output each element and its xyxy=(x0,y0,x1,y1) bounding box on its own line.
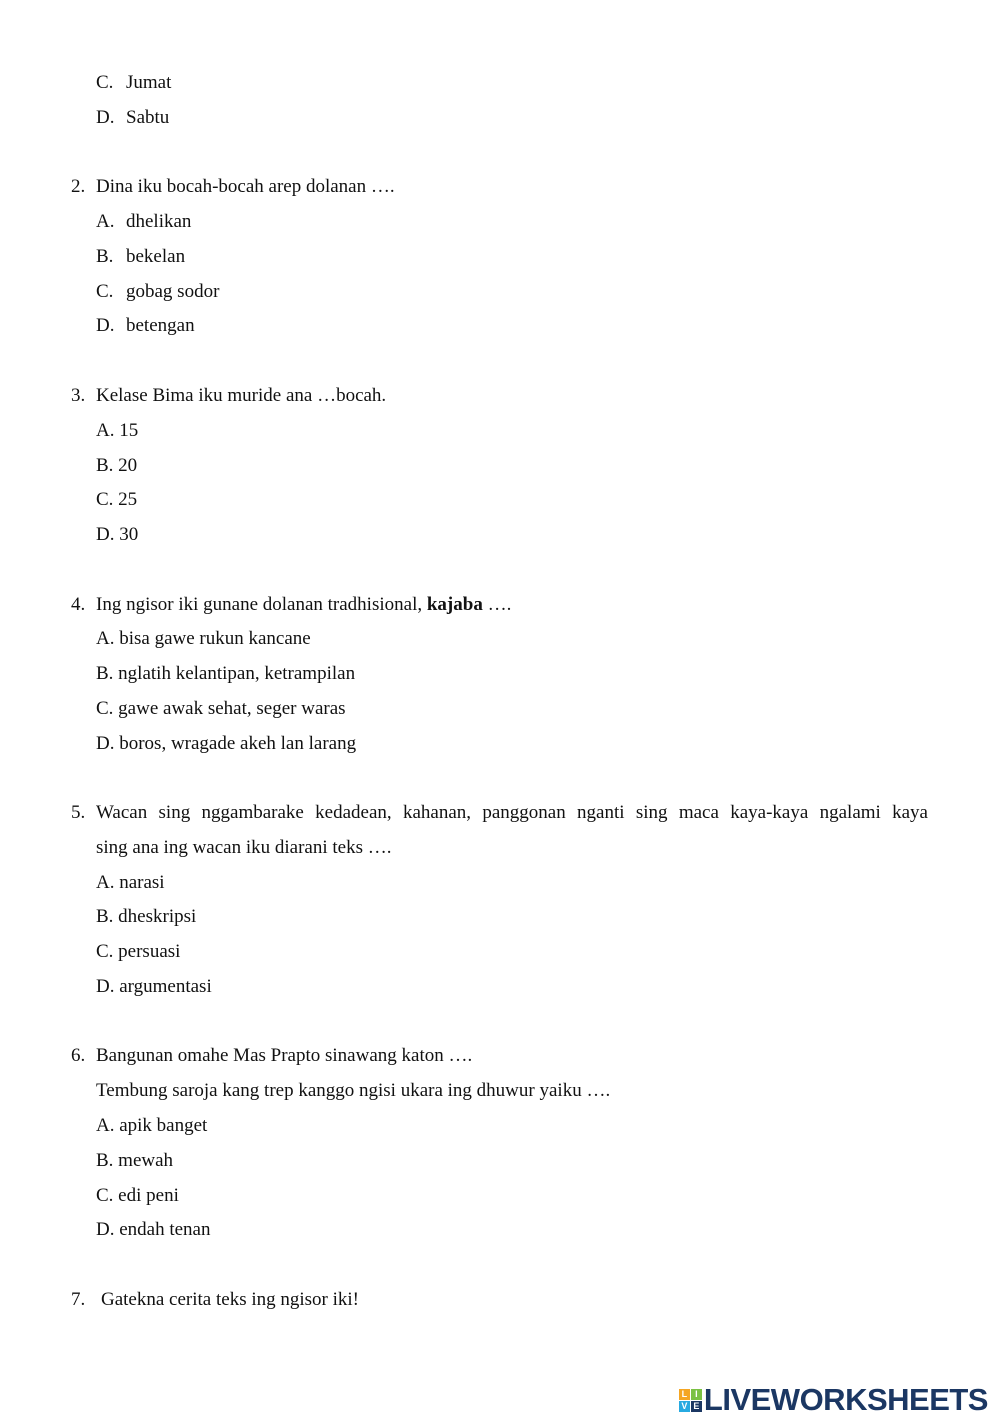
option-letter: A. xyxy=(96,211,115,232)
q3-number: 3. xyxy=(71,385,86,406)
q6-option-d: D. endah tenan xyxy=(96,1219,211,1240)
q6-question-line1: Bangunan omahe Mas Prapto sinawang katon …. xyxy=(96,1045,473,1066)
q5-option-c: C. persuasi xyxy=(96,941,181,962)
q7-number: 7. xyxy=(71,1289,86,1310)
q2-option-a xyxy=(96,211,191,233)
q5-option-b: B. dheskripsi xyxy=(96,906,197,927)
q4-number: 4. xyxy=(71,594,86,615)
q5-option-a: A. narasi xyxy=(96,872,165,893)
logo-grid-cell: I xyxy=(691,1389,702,1400)
q6-option-a: A. apik banget xyxy=(96,1115,208,1136)
liveworksheets-logo xyxy=(679,1382,988,1418)
q5-question-line2: sing ana ing wacan iku diarani teks …. xyxy=(96,837,392,858)
logo-grid-icon xyxy=(679,1389,702,1412)
q3-option-c: C. 25 xyxy=(96,489,138,510)
q4-option-a: A. bisa gawe rukun kancane xyxy=(96,628,311,649)
q4-option-b: B. nglatih kelantipan, ketrampilan xyxy=(96,663,356,684)
q3-option-d: D. 30 xyxy=(96,524,139,545)
q5-number: 5. xyxy=(71,802,86,823)
q6-option-b: B. mewah xyxy=(96,1150,174,1171)
option-letter: C. xyxy=(96,281,114,302)
q3-option-a: A. 15 xyxy=(96,420,139,441)
q6-question-line2: Tembung saroja kang trep kanggo ngisi ukara ing dhuwur yaiku …. xyxy=(96,1080,611,1101)
option-letter: B. xyxy=(96,246,114,267)
logo-text: LIVEWORKSHEETS xyxy=(703,1382,988,1417)
logo-grid-cell: E xyxy=(691,1401,702,1412)
q4-option-d: D. boros, wragade akeh lan larang xyxy=(96,733,357,754)
q2-question: Dina iku bocah-bocah arep dolanan …. xyxy=(96,176,395,197)
q4-question xyxy=(96,594,511,616)
q2-number: 2. xyxy=(71,176,86,197)
q2-option-c xyxy=(96,281,219,303)
q4-question-bold: kajaba xyxy=(426,594,483,615)
option-text: gobag sodor xyxy=(126,281,220,302)
q6-number: 6. xyxy=(71,1045,86,1066)
q6-option-c: C. edi peni xyxy=(96,1185,179,1206)
q5-option-d: D. argumentasi xyxy=(96,976,212,997)
option-letter: C. xyxy=(96,72,114,93)
q2-option-d xyxy=(96,315,195,337)
option-text: dhelikan xyxy=(126,211,192,232)
option-letter: D. xyxy=(96,315,115,336)
q4-option-c: C. gawe awak sehat, seger waras xyxy=(96,698,346,719)
logo-grid-cell: L xyxy=(679,1389,690,1400)
option-text: betengan xyxy=(126,315,195,336)
option-text: Sabtu xyxy=(126,107,170,128)
q5-question-line1: Wacan sing nggambarake kedadean, kahanan, panggonan nganti sing maca kaya-kaya ngalami kaya xyxy=(96,802,928,823)
option-text: Jumat xyxy=(126,72,172,93)
q1-option-c xyxy=(96,72,171,94)
q3-option-b: B. 20 xyxy=(96,455,138,476)
q3-question: Kelase Bima iku muride ana …bocah. xyxy=(96,385,387,406)
q2-option-b xyxy=(96,246,185,268)
q7-question: Gatekna cerita teks ing ngisor iki! xyxy=(101,1289,360,1310)
q4-question-post: …. xyxy=(487,594,512,615)
logo-grid-cell: V xyxy=(679,1401,690,1412)
q4-question-pre: Ing ngisor iki gunane dolanan tradhisional, xyxy=(96,594,423,615)
option-letter: D. xyxy=(96,107,115,128)
q1-option-d xyxy=(96,107,169,129)
option-text: bekelan xyxy=(126,246,186,267)
